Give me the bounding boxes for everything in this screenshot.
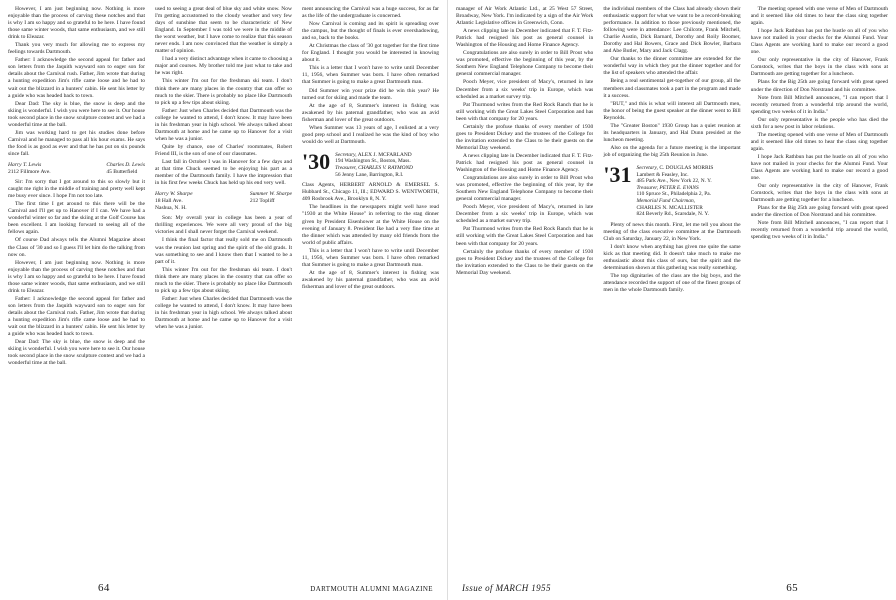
paragraph: Jim was working hard to get his studies done before Carnival and he managed to pass all his hour exams. He says the food is as good as ever and that he has put on six pounds since fall. — [8, 129, 145, 157]
left-page-footer — [8, 582, 439, 594]
paragraph: Congratulations are also surely in order to Bill Prout who was promoted, effective the beginning of this year, by the Southern New England Telephone Company to become their general commercial manager. — [456, 175, 594, 203]
paragraph: Dear Dad: The sky is blue, the snow is deep and the skiing is wonderful. I wish you were here to see it. Our house took second place in the snow sculpture contest and we had a wonderful time at the ball. — [8, 100, 145, 128]
paragraph: The "Greater Boston" 1930 Group has a quiet reunion at its headquarters in January, and Hal Dunn presided at the luncheon meeting. — [603, 122, 741, 143]
paragraph: Certainly the profuse thanks of every member of 1930 goes to President Dickey and the trustees of the College for the invitation extended to the Class to be their guests on the Memorial Day weekend. — [456, 248, 594, 276]
paragraph: Sir: I'm sorry that I got around to this so slowly but it caught me right in the middle of training and pretty well kept me busy ever since. I hope I'm not too late. — [8, 179, 145, 200]
paragraph: Note from Bill Mitchell announces, "I can report that I recently returned from a wonderful trip around the world, spending two weeks of it in India." — [750, 94, 888, 115]
paragraph: used to seeing a great deal of blue sky and white snow. Now I'm getting accustomed to the cloudy weather and very few days of sunshine that seem to be characteristic of New England. In September I was told we were in the middle of the worst weather, but I have come to realize that this season never ends. I am now convinced that the weather is simply a matter of opinion. — [155, 6, 292, 55]
paragraph: Being a real sentimental get-together of our group, all the members and classmates took a part in the program and made it a success. — [603, 78, 741, 99]
paragraph: manager of Air Work Atlantic Ltd., at 25 West 57 Street, Broadway, New York. I'm indicated by a sign of the Air Work Atlantic Legislative offices in Greenwich, Conn. — [456, 6, 594, 27]
paragraph: ment announcing the Carnival was a huge success, for as far as the life of the undergraduate is concerned. — [302, 6, 439, 20]
paragraph: This winter I'm out for the freshman ski team. I don't think there are many places in the country that can offer so much to the skier. There is probably no place like Dartmouth to pick up a few tips about skiing. — [155, 266, 292, 294]
page-number: 65 — [786, 582, 798, 594]
paragraph: Did Summer win your prize did he win this year? He turned out for skiing and made the team. — [302, 87, 439, 101]
paragraph: This is a letter that I won't have to write until December 11, 1956, when Summer was born. I have often remarked that Summer is going to make a great Dartmouth man. — [302, 247, 439, 268]
paragraph: Congratulations are also surely in order to Bill Prout who was promoted, effective the beginning of this year, by the Southern New England Telephone Company to become their general commercial manager. — [456, 50, 594, 78]
paragraph: Plans for the Big 25th are going forward with great speed under the direction of Don Norstrand and his committee. — [750, 79, 888, 93]
left-page-columns — [8, 6, 439, 578]
paragraph: Pooch Meyer, vice president of Macy's, returned in late December from a six weeks' trip in Europe, which was scheduled as a market survey trip. — [456, 204, 594, 225]
left-column-2 — [155, 6, 292, 578]
paragraph: However, I am just beginning now. Nothing is more enjoyable than the process of carving these notches and that is why I am so happy and so grateful to be here. I have found those same winter woods, that same enthusiasm, and we still drink to Eleazar. — [8, 6, 145, 41]
signature-block — [155, 188, 292, 215]
paragraph: At Christmas the class of '30 got together for the first time for England. I thought you would be interested in knowing about it. — [302, 43, 439, 64]
paragraph: At the age of 8, Summer's interest in fishing was awakened by his paternal grandfather, who was an avid fisherman and lover of the great outdoors. — [302, 269, 439, 290]
right-column-1 — [456, 6, 593, 578]
paragraph: Now Carnival is coming and its spirit is spreading over the campus, but the thought of finals is ever overshadowing, and so, back to the books. — [302, 21, 439, 42]
left-column-3 — [302, 6, 439, 578]
paragraph: The top dignitaries of the class are the big boys, and the attendance recorded the support of one of the finest groups of men in the whole Dartmouth family. — [603, 273, 741, 294]
paragraph: The meeting opened with one verse of Men of Dartmouth and it seemed like old times to hear the class sing together again. — [750, 131, 888, 152]
paragraph: Certainly the profuse thanks of every member of 1930 goes to President Dickey and the trustees of the College for the invitation extended to the Class to be their guests on the Memorial Day weekend. — [456, 123, 594, 151]
class-heading-1930 — [302, 148, 439, 178]
paragraph: This winter I'm out for the freshman ski team. I don't think there are many places in the country that can offer so much to the skier. There is probably no place like Dartmouth to pick up a few tips about skiing. — [155, 78, 292, 106]
class-heading-1931 — [603, 161, 740, 218]
right-page-footer — [456, 582, 888, 594]
paragraph: A news clipping late in December indicated that F. T. Fitz-Patrick had resigned his post as general counsel in Washington of the Housing and Home Finance Agency. — [456, 152, 594, 174]
paragraph: Father: Just when Charles decided that Dartmouth was the college he wanted to attend, I don't know. It may have been in his freshman year in high school. We always talked about Dartmouth at home and he came up to Hanover for a visit when he was a junior. — [155, 107, 292, 142]
signature-block — [8, 159, 145, 179]
signature-right: Charles D. Lewis 45 Butterfield — [106, 161, 145, 176]
paragraph: Pat Thurmond writes from the Red Rock Ranch that he is still working with the Great Lakes Steel Corporation and has been with that company for 20 years. — [456, 226, 594, 247]
paragraph: Quite by chance, one of Charles' roommates, Robert Friend III, is the son of one of our classmates. — [155, 143, 292, 157]
paragraph: Plans for the Big 25th are going forward with great speed under the direction of Don Norstrand and his committee. — [750, 205, 888, 219]
paragraph: This is a letter that I won't have to write until December 11, 1956, when Summer was born. I have often remarked that Summer is going to make a great Dartmouth man. — [302, 65, 439, 86]
paragraph: Dear Dad: The sky is blue, the snow is deep and the skiing is wonderful. I wish you were here to see it. Our house took second place in the snow sculpture contest and we had a wonderful time at the ball. — [8, 339, 145, 367]
class-officers: Secretary, ALEX J. MCFARLAND 194 Washington St., Boston, Mass. Treasurer, CHARLES V. RAYMOND 56 Jenny Lane, Barrington, R.I. — [335, 151, 413, 178]
signature-right: Summer W. Sharpe 212 Topliff — [249, 191, 292, 205]
paragraph: The headlines in the newspapers might well have read "1930 at the White House" in referring to the stag dinner given by President Eisenhower at the White House on the evening of January 8. President Ike had a very fine time at the dinner which was attended by many old friends from the world of public affairs. — [302, 204, 439, 246]
paragraph: A news clipping late in December indicated that F. T. Fitz-Patrick had resigned his post as general counsel in Washington of the Housing and Home Finance Agency. — [456, 28, 594, 49]
right-page-columns — [456, 6, 888, 578]
left-column-1 — [8, 6, 145, 578]
paragraph: I had a very distinct advantage when it came to choosing a major and courses. My brother told me just what to take and he was right. — [155, 56, 292, 77]
paragraph: However, I am just beginning now. Nothing is more enjoyable than the process of carving these notches and that is why I am so happy and so grateful to be here. I have found those same winter woods, that same enthusiasm, and we still drink to Eleazar. — [8, 259, 145, 294]
paragraph: Plenty of news this month. First, let me tell you about the meeting of the class executive committee at the Dartmouth Club on Saturday, January 22, in New York. — [603, 221, 741, 242]
issue-date: Issue of MARCH 1955 — [462, 583, 551, 593]
paragraph: I don't know when anything has given me quite the same kick as that meeting did. It doesn't take much to make me enthusiastic about this class of ours, but the spirit and the determination shown at this gathering was really something. — [603, 243, 741, 272]
magazine-title: DARTMOUTH ALUMNI MAGAZINE — [310, 585, 433, 593]
paragraph: "BUT," and this is what will interest all Dartmouth men, the honor of being the guest speaker at the dinner went to Bill Reynolds. — [603, 100, 741, 121]
paragraph: I hope Jack Rathbun has put the hustle on all of you who have not mailed in your checks for the Alumni Fund. Your Class Agents are working hard to make our record a good one. — [750, 153, 888, 182]
class-officers: Secretary, C. DOUGLAS MORRIS Lambert & Feasley, Inc. 485 Park Ave., New York 22, N. Y. Treasurer, PETER E. EVANS 110 Spruce St., Philadelphia 2, Pa. Memorial Fund Chairman, CHARLES N. MCALLISTER 824 Beverly Rd., Scarsdale, N. Y. — [636, 164, 714, 218]
signature-left: Harry W. Sharpe 18 Hall Ave. Nashua, N. H. — [155, 191, 193, 212]
class-number: '30 — [302, 148, 331, 174]
paragraph: Father: Just when Charles decided that Dartmouth was the college he wanted to attend, I don't know. It may have been in his freshman year in high school. We always talked about Dartmouth at home and he came up to Hanover for a visit when he was a junior. — [155, 295, 292, 331]
right-column-3 — [751, 6, 888, 578]
paragraph: Of course Dad always tells the Alumni Magazine about the Class of '30 and so I guess I'll let him do the talking from now on. — [8, 237, 145, 258]
right-column-2 — [603, 6, 740, 578]
paragraph: Father: I acknowledge the second appeal for father and son letters from the Jaquith wayward son to eager son for details about the Carnival rush. Father, Jim wrote that during a hunting expedition Jim's rifle came loose and he had to wait out the blizzard in a hunters' cabin. He sent his letter by a guide who was headed back to town. — [8, 295, 145, 338]
paragraph: Our only representative is the people who has died the sixth for a new post in labor relations. — [750, 116, 888, 130]
paragraph: Son: My overall year in college has been a year of thrilling experiences. We were all very proud of the big victories and I shall never forget the Carnival weekend. — [155, 215, 292, 236]
class-number: '31 — [603, 161, 632, 187]
paragraph: When Summer was 13 years of age, I enlisted at a very good prep school and I realized he was the kind of boy who would do well at Dartmouth. — [302, 124, 439, 145]
paragraph: Also on the agenda for a future meeting is the important job of organizing the big 25th Reunion in June. — [603, 144, 741, 158]
paragraph: At the age of 8, Summer's interest in fishing was awakened by his paternal grandfather, who was an avid fisherman and lover of the great outdoors. — [302, 102, 439, 123]
paragraph: The first time I get around to this there will be the Carnival and I'll get up to Hanover if I can. We have had a wonderful winter so far and the skiing at the Golf Course has been excellent. I am looking forward to seeing all of the fellows again. — [8, 201, 145, 236]
signature-left: Harry T. Lewis 2112 Fillmore Ave. — [8, 161, 51, 176]
paragraph: Our only representative in the city of Hanover, Frank Comstock, writes that the boys in the class with sons at Dartmouth are getting together for a luncheon. — [750, 57, 888, 78]
paragraph: the individual members of the Class had already shown their enthusiastic support for what we want to be a record-breaking performance. In addition to those previously mentioned, the following were in attendance: Lee Chilcote, Frank Mitchell, Charlie Austin, Dick Barnard, Dorothy and Roily Boomer, Dorothy and Hal Bowers, Grace and Dick Bowler, Barbara and Abe Butler, Mary and Jack Clagg. — [603, 6, 741, 55]
paragraph: The meeting opened with one verse of Men of Dartmouth and it seemed like old times to hear the class sing together again. — [750, 6, 888, 27]
paragraph: Thank you very much for allowing me to express my feelings towards Dartmouth. — [8, 42, 145, 56]
paragraph: Father: I acknowledge the second appeal for father and son letters from the Jaquith wayward son to eager son for details about the Carnival rush. Father, Jim wrote that during a hunting expedition Jim's rifle came loose and he had to wait out the blizzard in a hunters' cabin. He sent his letter by a guide who was headed back to town. — [8, 57, 145, 99]
paragraph: I think the final factor that really sold me on Dartmouth was the reunion last spring and the spirit of the old grads. It was something to see and I know then that I wanted to be a part of it. — [155, 237, 292, 265]
paragraph: I hope Jack Rathbun has put the hustle on all of you who have not mailed in your checks for the Alumni Fund. Your Class Agents are working hard to make our record a good one. — [750, 28, 888, 56]
paragraph: Note from Bill Mitchell announces, "I can report that I recently returned from a wonderful trip around the world, spending two weeks of it in India." — [750, 220, 888, 241]
paragraph: Our only representative in the city of Hanover, Frank Comstock, writes that the boys in the class with sons at Dartmouth are getting together for a luncheon. — [750, 183, 888, 204]
page-number: 64 — [98, 582, 110, 594]
class-agents: Class Agents, HERBERT ARNOLD & EMERSEL S. Hubbard St., Chicago 11, Ill.; EDWARD S. WENTWORTH, 409 Rosbrook Ave., Brooklyn 8, N. Y. — [302, 182, 439, 203]
paragraph: Pat Thurmond writes from the Red Rock Ranch that he is still working with the Great Lakes Steel Corporation and has been with that company for 20 years. — [456, 101, 594, 122]
paragraph: Last fall in October I was in Hanover for a few days and at that time Chuck seemed to be enjoying his part as a member of the Dartmouth family. I have the impression that in his first few weeks Chuck has held up his end very well. — [155, 158, 292, 187]
paragraph: Pooch Meyer, vice president of Macy's, returned in late December from a six weeks' trip in Europe, which was scheduled as a market survey trip. — [456, 79, 594, 100]
right-page — [448, 0, 896, 600]
paragraph: Our thanks to the dinner committee are extended for the wonderful way in which they put the dinner together and for the list of speakers who attended the affair. — [603, 56, 741, 77]
